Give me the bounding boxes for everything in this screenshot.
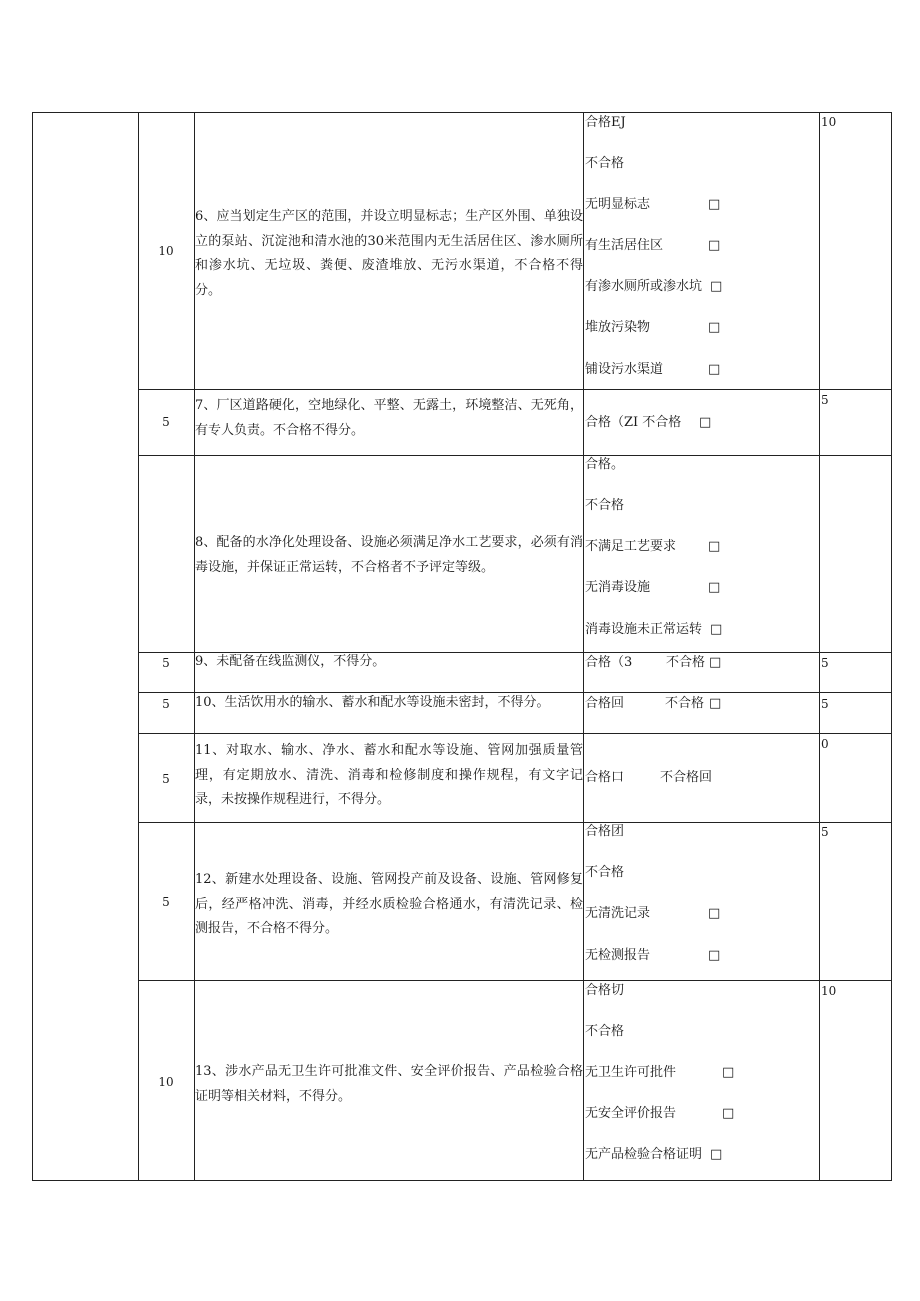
option-fail: 不合格 <box>585 865 625 880</box>
table-border-left <box>32 112 33 1181</box>
points-value: 5 <box>821 697 829 711</box>
points-value: 5 <box>821 825 829 839</box>
sub-option-label: 无检测报告 <box>585 948 651 963</box>
checkbox-icon[interactable]: □ <box>709 696 722 711</box>
requirement-text: 8、配备的水净化处理设备、设施必须满足净水工艺要求，必须有消毒设施，并保证正常运转，不合格者不予评定等级。 <box>195 535 583 575</box>
sub-option-label: 不满足工艺要求 <box>585 539 677 554</box>
option-fail: 不合格 <box>585 1024 625 1039</box>
score-value: 5 <box>162 697 170 711</box>
requirement-text: 11、对取水、输水、净水、蓄水和配水等设施、管网加强质量管理，有定期放水、清洗、消毒和检修制度和操作规程，有文字记录，未按操作规程进行，不得分。 <box>195 743 583 807</box>
checkbox-icon[interactable]: □ <box>708 906 721 921</box>
checkbox-icon[interactable]: □ <box>722 1065 735 1080</box>
option-fail: 不合格回 <box>660 770 713 785</box>
sub-option-label: 铺设污水渠道 <box>585 362 664 377</box>
points-value: 10 <box>821 115 837 129</box>
sub-option-label: 无安全评价报告 <box>585 1106 677 1121</box>
row-divider <box>138 389 892 390</box>
option-pass: 合格。 <box>585 457 625 472</box>
column-divider-3 <box>583 112 584 1181</box>
checkbox-icon[interactable]: □ <box>708 580 721 595</box>
table-border-right <box>891 112 892 1181</box>
table-border-top <box>32 112 892 113</box>
option-fail: 不合格 <box>585 156 625 171</box>
option-pass: 合格切 <box>585 983 625 998</box>
option-fail: 不合格 <box>666 655 706 670</box>
option-pass: 合格口 <box>585 770 625 785</box>
points-value: 5 <box>821 393 829 407</box>
sub-option-label: 无明显标志 <box>585 197 651 212</box>
requirement-text: 13、涉水产品无卫生许可批准文件、安全评价报告、产品检验合格证明等相关材料，不得分。 <box>195 1064 583 1104</box>
score-value: 5 <box>162 415 170 429</box>
option-fail: 不合格 <box>665 696 705 711</box>
row-divider <box>138 980 892 981</box>
inspection-table <box>32 112 892 1181</box>
requirement-text: 12、新建水处理设备、设施、管网投产前及设备、设施、管网修复后，经严格冲洗、消毒，并经水质检验合格通水，有清洗记录、检测报告，不合格不得分。 <box>195 872 583 936</box>
checkbox-icon[interactable]: □ <box>710 622 723 637</box>
sub-option-label: 有渗水厕所或渗水坑 <box>585 279 703 294</box>
requirement-text: 10、生活饮用水的输水、蓄水和配水等设施未密封，不得分。 <box>195 695 550 710</box>
points-value: 0 <box>821 737 829 751</box>
checkbox-icon[interactable]: □ <box>699 415 712 430</box>
checkbox-icon[interactable]: □ <box>708 238 721 253</box>
checkbox-icon[interactable]: □ <box>708 362 721 377</box>
checkbox-icon[interactable]: □ <box>710 1147 723 1162</box>
checkbox-icon[interactable]: □ <box>708 320 721 335</box>
sub-option-label: 无消毒设施 <box>585 580 651 595</box>
requirement-text: 9、未配备在线监测仪，不得分。 <box>195 654 386 669</box>
checkbox-icon[interactable]: □ <box>708 948 721 963</box>
option-pass: 合格回 <box>585 696 625 711</box>
checkbox-icon[interactable]: □ <box>709 655 722 670</box>
points-value: 5 <box>821 656 829 670</box>
sub-option-label: 有生活居住区 <box>585 238 664 253</box>
requirement-text: 6、应当划定生产区的范围，并设立明显标志；生产区外围、单独设立的泵站、沉淀池和清水池的30米范围内无生活居住区、渗水厕所和渗水坑、无垃圾、粪便、废渣堆放、无污水渠道，不合格不得分。 <box>195 209 583 298</box>
option-fail: 不合格 <box>585 498 625 513</box>
score-value: 5 <box>162 895 170 909</box>
row-divider <box>138 455 892 456</box>
option-pass: 合格EJ <box>585 115 626 130</box>
column-divider-4 <box>819 112 820 1181</box>
option-line: 合格（ZI 不合格 <box>585 415 682 430</box>
score-value: 5 <box>162 772 170 786</box>
sub-option-label: 无卫生许可批件 <box>585 1065 677 1080</box>
sub-option-label: 消毒设施未正常运转 <box>585 622 703 637</box>
sub-option-label: 无产品检验合格证明 <box>585 1147 703 1162</box>
score-value: 10 <box>158 1075 174 1089</box>
row-divider <box>138 822 892 823</box>
checkbox-icon[interactable]: □ <box>708 197 721 212</box>
column-divider-1 <box>138 112 139 1181</box>
sub-option-label: 堆放污染物 <box>585 320 651 335</box>
option-pass: 合格（3 <box>585 655 633 670</box>
checkbox-icon[interactable]: □ <box>722 1106 735 1121</box>
points-value: 10 <box>821 984 837 998</box>
checkbox-icon[interactable]: □ <box>708 539 721 554</box>
sub-option-label: 无清洗记录 <box>585 906 651 921</box>
checkbox-icon[interactable]: □ <box>710 279 723 294</box>
score-value: 10 <box>158 244 174 258</box>
row-divider <box>138 733 892 734</box>
option-pass: 合格团 <box>585 824 625 839</box>
score-value: 5 <box>162 656 170 670</box>
requirement-text: 7、厂区道路硬化，空地绿化、平整、无露土，环境整洁、无死角，有专人负责。不合格不得分。 <box>195 398 583 438</box>
table-border-bottom <box>32 1180 892 1181</box>
